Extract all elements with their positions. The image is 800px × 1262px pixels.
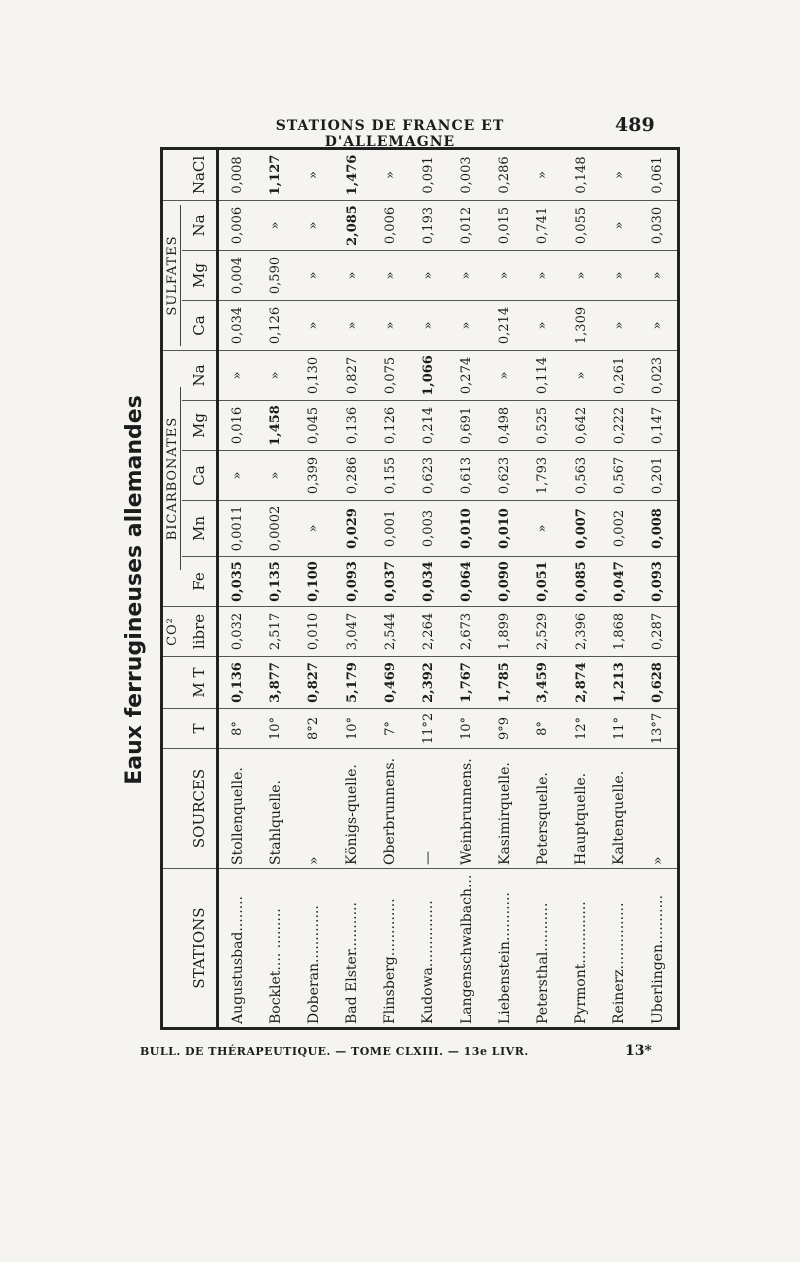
cell-fe: 0,047 [600, 557, 638, 607]
cell-smg: 0,004 [219, 251, 257, 301]
cell-t: 10° [257, 709, 295, 749]
cell-t: 9°9 [486, 709, 524, 749]
cell-station: Petersthal........... [524, 869, 562, 1029]
cell-bmg: 0,498 [486, 401, 524, 451]
cell-sca: 0,214 [486, 301, 524, 351]
cell-mn: » [295, 501, 333, 557]
cell-sca: » [600, 301, 638, 351]
cell-sna: 0,741 [524, 201, 562, 251]
cell-mn: 0,003 [409, 501, 447, 557]
cell-co2: 2,544 [371, 607, 409, 657]
cell-bna: » [562, 351, 600, 401]
cell-mn: 0,029 [333, 501, 371, 557]
column-header-fe: Fe [182, 557, 216, 607]
cell-bna: 0,827 [333, 351, 371, 401]
cell-t: 11° [600, 709, 638, 749]
cell-sna: 0,015 [486, 201, 524, 251]
cell-co2: 2,517 [257, 607, 295, 657]
column-header-bicarb-ca: Ca [182, 451, 216, 501]
cell-sca: » [638, 301, 678, 351]
cell-sna: 0,193 [409, 201, 447, 251]
cell-co2: 2,264 [409, 607, 447, 657]
cell-bna: » [486, 351, 524, 401]
cell-bna: 0,023 [638, 351, 678, 401]
cell-mn: 0,0011 [219, 501, 257, 557]
column-header-bicarb-mg: Mg [182, 401, 216, 451]
cell-bna: 0,274 [448, 351, 486, 401]
column-header-sulf-ca: Ca [182, 301, 216, 351]
cell-bca: 1,793 [524, 451, 562, 501]
cell-source: Weinbrunnens. [448, 749, 486, 869]
co2-group-header: CO² [162, 607, 182, 657]
cell-bmg: 0,016 [219, 401, 257, 451]
cell-fe: 0,135 [257, 557, 295, 607]
cell-sna: 0,055 [562, 201, 600, 251]
cell-mn: 0,010 [486, 501, 524, 557]
cell-station: Augustusbad........ [219, 869, 257, 1029]
cell-fe: 0,085 [562, 557, 600, 607]
cell-bmg: 0,642 [562, 401, 600, 451]
table-row [333, 149, 371, 1029]
cell-fe: 0,037 [371, 557, 409, 607]
column-header-bicarb-na: Na [182, 351, 216, 401]
rotated-table-block [122, 150, 680, 1030]
column-header-mt: M T [182, 657, 216, 709]
cell-bmg: 0,691 [448, 401, 486, 451]
cell-smg: » [333, 251, 371, 301]
iron-waters-table [160, 147, 680, 1030]
sulfates-group-header: SULFATES [162, 201, 182, 351]
cell-sca: 0,034 [219, 301, 257, 351]
cell-mt: 3,459 [524, 657, 562, 709]
cell-source: Kaltenquelle. [600, 749, 638, 869]
cell-mn: 0,007 [562, 501, 600, 557]
bicarbonates-group-header: BICARBONATES [162, 351, 182, 607]
cell-nacl: 0,091 [409, 149, 447, 201]
cell-bca: 0,623 [486, 451, 524, 501]
cell-nacl: 1,127 [257, 149, 295, 201]
cell-bca: 0,155 [371, 451, 409, 501]
blank-cell [162, 657, 182, 709]
column-header-co2-libre: libre [182, 607, 216, 657]
cell-bmg: 0,045 [295, 401, 333, 451]
cell-bmg: 0,222 [600, 401, 638, 451]
column-header-mn: Mn [182, 501, 216, 557]
cell-fe: 0,035 [219, 557, 257, 607]
cell-co2: 0,287 [638, 607, 678, 657]
cell-t: 11°2 [409, 709, 447, 749]
cell-source: Petersquelle. [524, 749, 562, 869]
cell-smg: » [448, 251, 486, 301]
cell-source: » [295, 749, 333, 869]
cell-co2: 0,010 [295, 607, 333, 657]
cell-source: » [638, 749, 678, 869]
cell-co2: 2,673 [448, 607, 486, 657]
cell-nacl: 0,061 [638, 149, 678, 201]
cell-t: 8° [524, 709, 562, 749]
cell-co2: 1,899 [486, 607, 524, 657]
cell-bca: 0,201 [638, 451, 678, 501]
cell-co2: 0,032 [219, 607, 257, 657]
blank-cell [162, 869, 182, 1029]
column-header-stations: STATIONS [182, 869, 216, 1029]
cell-bca: 0,613 [448, 451, 486, 501]
cell-bmg: 1,458 [257, 401, 295, 451]
cell-bna: » [219, 351, 257, 401]
cell-source: Kasimirquelle. [486, 749, 524, 869]
cell-smg: » [524, 251, 562, 301]
cell-sna: 2,085 [333, 201, 371, 251]
cell-fe: 0,051 [524, 557, 562, 607]
cell-bna: 0,114 [524, 351, 562, 401]
cell-nacl: » [524, 149, 562, 201]
cell-bmg: 0,214 [409, 401, 447, 451]
cell-bmg: 0,126 [371, 401, 409, 451]
cell-bca: 0,286 [333, 451, 371, 501]
cell-sna: » [257, 201, 295, 251]
table-row [409, 149, 447, 1029]
cell-smg: » [600, 251, 638, 301]
cell-smg: » [409, 251, 447, 301]
cell-t: 7° [371, 709, 409, 749]
table-row [257, 149, 295, 1029]
cell-mn: 0,002 [600, 501, 638, 557]
cell-mt: 3,877 [257, 657, 295, 709]
cell-source: Oberbrunnens. [371, 749, 409, 869]
cell-station: Bad Elster........... [333, 869, 371, 1029]
cell-fe: 0,093 [333, 557, 371, 607]
cell-nacl: 0,003 [448, 149, 486, 201]
cell-mt: 1,767 [448, 657, 486, 709]
cell-sca: » [409, 301, 447, 351]
cell-bca: » [219, 451, 257, 501]
table-row [600, 149, 638, 1029]
cell-smg: » [371, 251, 409, 301]
cell-sca: » [371, 301, 409, 351]
cell-station: Bocklet.... ......... [257, 869, 295, 1029]
column-header-t: T [182, 709, 216, 749]
cell-smg: » [295, 251, 333, 301]
blank-cell [162, 149, 182, 201]
cell-bca: » [257, 451, 295, 501]
cell-mn: 0,0002 [257, 501, 295, 557]
cell-bna: 0,261 [600, 351, 638, 401]
blank-cell [162, 749, 182, 869]
cell-smg: » [638, 251, 678, 301]
cell-station: Kudowa............... [409, 869, 447, 1029]
cell-sca: 0,126 [257, 301, 295, 351]
cell-sna: 0,012 [448, 201, 486, 251]
table-row [219, 149, 257, 1029]
cell-sna: 0,006 [371, 201, 409, 251]
cell-sna: 0,006 [219, 201, 257, 251]
cell-station: Pyrmont.............. [562, 869, 600, 1029]
cell-nacl: » [600, 149, 638, 201]
cell-fe: 0,090 [486, 557, 524, 607]
cell-bna: 0,075 [371, 351, 409, 401]
cell-source: Stollenquelle. [219, 749, 257, 869]
cell-sca: 1,309 [562, 301, 600, 351]
cell-station: Reinerz............... [600, 869, 638, 1029]
cell-fe: 0,100 [295, 557, 333, 607]
cell-bca: 0,399 [295, 451, 333, 501]
cell-mt: 2,392 [409, 657, 447, 709]
table-row [295, 149, 333, 1029]
cell-source: Stahlquelle. [257, 749, 295, 869]
cell-station: Doberan............. [295, 869, 333, 1029]
table-row [371, 149, 409, 1029]
cell-bca: 0,567 [600, 451, 638, 501]
cell-t: 13°7 [638, 709, 678, 749]
cell-mt: 5,179 [333, 657, 371, 709]
signature-mark: 13* [625, 1043, 652, 1059]
cell-nacl: 0,008 [219, 149, 257, 201]
cell-mt: 0,628 [638, 657, 678, 709]
table-row [486, 149, 524, 1029]
cell-bna: 0,130 [295, 351, 333, 401]
cell-mt: 0,469 [371, 657, 409, 709]
table-row [638, 149, 678, 1029]
cell-smg: 0,590 [257, 251, 295, 301]
cell-mt: 0,827 [295, 657, 333, 709]
cell-sna: » [295, 201, 333, 251]
cell-mt: 0,136 [219, 657, 257, 709]
cell-source: — [409, 749, 447, 869]
cell-bmg: 0,525 [524, 401, 562, 451]
column-header-sulf-mg: Mg [182, 251, 216, 301]
blank-cell [162, 709, 182, 749]
cell-mn: 0,001 [371, 501, 409, 557]
cell-co2: 2,396 [562, 607, 600, 657]
cell-mt: 1,213 [600, 657, 638, 709]
running-head: STATIONS DE FRANCE ET D'ALLEMAGNE [275, 118, 505, 150]
cell-t: 12° [562, 709, 600, 749]
table-row [524, 149, 562, 1029]
cell-smg: » [562, 251, 600, 301]
cell-bmg: 0,147 [638, 401, 678, 451]
cell-nacl: 0,286 [486, 149, 524, 201]
table-row [562, 149, 600, 1029]
footer-line: BULL. DE THÉRAPEUTIQUE. — TOME CLXIII. — 13e LIVR. [140, 1045, 529, 1058]
column-header-nacl: NaCl [182, 149, 216, 201]
cell-sca: » [333, 301, 371, 351]
column-header-sources: SOURCES [182, 749, 216, 869]
table-row [448, 149, 486, 1029]
cell-mt: 2,874 [562, 657, 600, 709]
page-number: 489 [615, 114, 655, 136]
cell-co2: 1,868 [600, 607, 638, 657]
cell-mn: 0,008 [638, 501, 678, 557]
table-title: Eaux ferrugineuses allemandes [122, 395, 147, 785]
cell-sca: » [295, 301, 333, 351]
cell-source: Königs-quelle. [333, 749, 371, 869]
cell-t: 10° [333, 709, 371, 749]
cell-nacl: » [295, 149, 333, 201]
cell-station: Langenschwalbach... [448, 869, 486, 1029]
cell-sca: » [524, 301, 562, 351]
cell-co2: 2,529 [524, 607, 562, 657]
cell-nacl: 1,476 [333, 149, 371, 201]
cell-mn: 0,010 [448, 501, 486, 557]
cell-bca: 0,563 [562, 451, 600, 501]
column-header-sulf-na: Na [182, 201, 216, 251]
cell-nacl: 0,148 [562, 149, 600, 201]
cell-bna: » [257, 351, 295, 401]
cell-fe: 0,064 [448, 557, 486, 607]
cell-bna: 1,066 [409, 351, 447, 401]
cell-bca: 0,623 [409, 451, 447, 501]
cell-t: 10° [448, 709, 486, 749]
cell-t: 8°2 [295, 709, 333, 749]
cell-t: 8° [219, 709, 257, 749]
cell-sca: » [448, 301, 486, 351]
cell-station: Uberlingen........... [638, 869, 678, 1029]
cell-nacl: » [371, 149, 409, 201]
cell-station: Flinsberg............. [371, 869, 409, 1029]
cell-station: Liebenstein........... [486, 869, 524, 1029]
cell-mn: » [524, 501, 562, 557]
cell-fe: 0,093 [638, 557, 678, 607]
cell-source: Hauptquelle. [562, 749, 600, 869]
cell-fe: 0,034 [409, 557, 447, 607]
cell-co2: 3,047 [333, 607, 371, 657]
cell-mt: 1,785 [486, 657, 524, 709]
cell-sna: » [600, 201, 638, 251]
cell-smg: » [486, 251, 524, 301]
cell-bmg: 0,136 [333, 401, 371, 451]
cell-sna: 0,030 [638, 201, 678, 251]
